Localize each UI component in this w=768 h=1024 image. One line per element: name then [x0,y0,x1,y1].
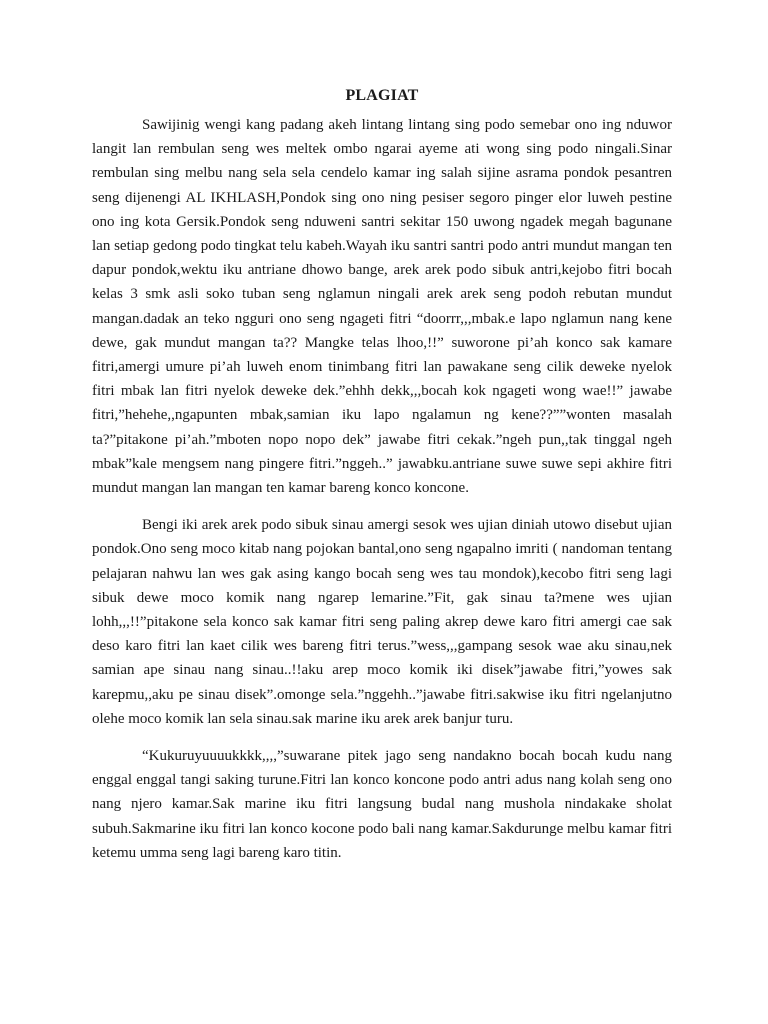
paragraph-2: Bengi iki arek arek podo sibuk sinau amergi sesok wes ujian diniah utowo disebut ujian pondok.Ono seng moco kitab nang pojokan bantal,ono seng ngapalno imriti ( nandoman tentang pelajaran nahwu lan wes gak asing kango bocah seng wes tau mondok),kecobo fitri seng lagi sibuk dewe moco komik nang ngarep lemarine.”Fit, gak sinau ta?mene wes ujian lohh,,,!!”pitakone sela konco sak kamar fitri seng paling akrep dewe karo fitri amergi cae sak deso karo fitri lan kaet cilik wes bareng fitri terus.”wess,,,gampang sesok wae aku sinau,nek samian ape sinau nang sinau..!!aku arep moco komik iki disek”jawabe fitri,”yowes sak karepmu,,aku pe sinau disek”.omonge sela.”nggehh..”jawabe fitri.sakwise iku fitri ngelanjutno olehe moco komik lan sela sinau.sak marine iku arek arek banjur turu. [92,517,672,727]
paragraph-3: “Kukuruyuuuukkkk,,,,”suwarane pitek jago seng nandakno bocah bocah kudu nang enggal enggal tangi saking turune.Fitri lan konco koncone podo antri adus nang kolah seng ono nang njero kamar.Sak marine iku fitri langsung budal nang mushola nindakake sholat subuh.Sakmarine iku fitri lan konco kocone podo bali nang kamar.Sakdurunge melbu kamar fitri ketemu umma seng lagi bareng karo titin. [92,748,672,861]
paragraph-1: Sawijinig wengi kang padang akeh lintang lintang sing podo semebar ono ing nduwor langit lan rembulan seng wes meltek ombo ngarai ayeme ati wong sing podo ningali.Sinar rembulan sing melbu nang sela sela cendelo kamar ing salah sijine asrama pondok pesantren seng dijenengi AL IKHLASH,Pondok sing ono ning pesiser segoro pinger elor luweh pestine ono ing kota Gersik.Pondok seng nduweni santri sekitar 150 uwong ngadek megah bagunane lan setiap gedong podo tingkat telu kabeh.Wayah iku santri santri podo antri mundut mangan ten dapur pondok,wektu iku antriane dhowo bange, arek arek podo sibuk antri,kejobo fitri bocah kelas 3 smk asli soko tuban seng nglamun ningali arek arek seng podoh rebutan mundut mangan.dadak an teko ngguri ono seng ngageti fitri “doorrr,,,mbak.e lapo nglamun nang kene dewe, gak mundut mangan ta?? Mangke telas lhoo,!!” suworone pi’ah konco sak kamare fitri,amergi umure pi’ah luweh enom tinimbang fitri lan pawakane seng cilik deweke nyelok fitri mbak lan fitri nyelok deweke dek.”ehhh dekk,,,bocah kok ngageti wong wae!!” jawabe fitri,”hehehe,,ngapunten mbak,samian iku lapo ngalamun ng kene??””wonten masalah ta?”pitakone pi’ah.”mboten nopo nopo dek” jawabe fitri cekak.”ngeh pun,,tak tinggal ngeh mbak”kale mengsem nang pingere fitri.”nggeh..” jawabku.antriane suwe suwe sepi akhire fitri mundut mangan lan mangan ten kamar bareng konco koncone. [92,117,672,497]
document-title: PLAGIAT [345,87,419,104]
document-body [92,84,672,865]
